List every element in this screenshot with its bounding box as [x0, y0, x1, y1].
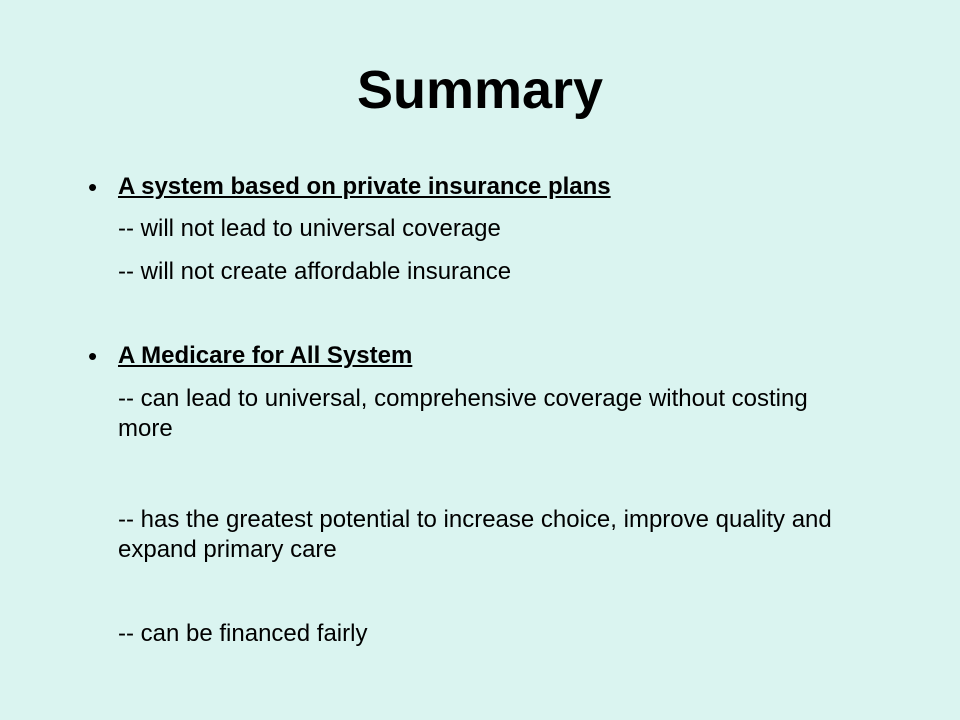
subpoint-affordable-insurance: -- will not create affordable insurance: [118, 258, 512, 285]
bullet-marker: •: [88, 341, 98, 371]
subpoint-greatest-potential: -- has the greatest potential to increase choice, improve quality and expand primary care: [118, 506, 832, 563]
subpoint-financed-fairly: -- can be financed fairly: [118, 620, 368, 647]
bullet-marker: •: [88, 172, 98, 202]
subpoint-comprehensive-coverage: -- can lead to universal, comprehensive coverage without costing more: [118, 385, 808, 442]
slide-title: Summary: [356, 60, 604, 120]
section-heading-private-insurance: A system based on private insurance plans: [118, 173, 611, 200]
subpoint-universal-coverage: -- will not lead to universal coverage: [118, 215, 501, 242]
section-heading-medicare-for-all: A Medicare for All System: [118, 342, 413, 369]
